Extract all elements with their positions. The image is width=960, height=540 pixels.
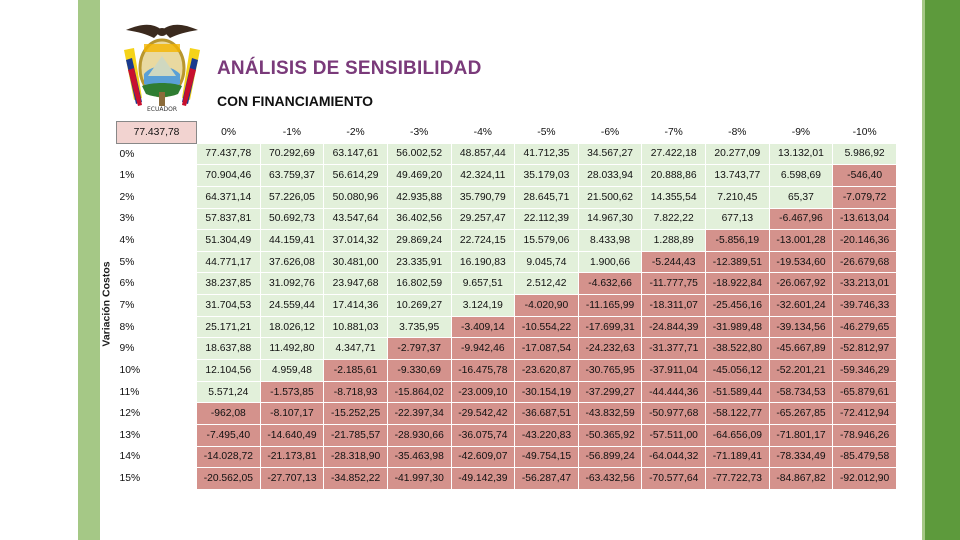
negative-value-cell: -6.467,96 [769, 208, 833, 230]
positive-value-cell: 4.347,71 [324, 338, 388, 360]
negative-value-cell: -36.687,51 [515, 403, 579, 425]
negative-value-cell: -43.220,83 [515, 424, 579, 446]
negative-value-cell: -71.801,17 [769, 424, 833, 446]
negative-value-cell: -56.899,24 [578, 446, 642, 468]
negative-value-cell: -20.146,36 [833, 230, 897, 252]
positive-value-cell: 7.210,45 [706, 186, 770, 208]
positive-value-cell: 35.790,79 [451, 186, 515, 208]
positive-value-cell: 50.080,96 [324, 186, 388, 208]
sensitivity-table-container [116, 121, 897, 490]
negative-value-cell: -28.930,66 [387, 424, 451, 446]
positive-value-cell: 34.567,27 [578, 143, 642, 165]
negative-value-cell: -50.977,68 [642, 403, 706, 425]
positive-value-cell: 21.500,62 [578, 186, 642, 208]
negative-value-cell: -32.601,24 [769, 295, 833, 317]
negative-value-cell: -27.707,13 [260, 468, 324, 490]
positive-value-cell: 37.014,32 [324, 230, 388, 252]
positive-value-cell: 22.112,39 [515, 208, 579, 230]
negative-value-cell: -37.911,04 [642, 360, 706, 382]
negative-value-cell: -31.989,48 [706, 316, 770, 338]
positive-value-cell: 28.645,71 [515, 186, 579, 208]
table-row [117, 251, 897, 273]
positive-value-cell: 57.837,81 [197, 208, 261, 230]
negative-value-cell: -44.444,36 [642, 381, 706, 403]
column-header: -1% [260, 122, 324, 144]
negative-value-cell: -84.867,82 [769, 468, 833, 490]
negative-value-cell: -13.613,04 [833, 208, 897, 230]
positive-value-cell: 77.437,78 [197, 143, 261, 165]
negative-value-cell: -14.028,72 [197, 446, 261, 468]
positive-value-cell: 48.857,44 [451, 143, 515, 165]
negative-value-cell: -38.522,80 [706, 338, 770, 360]
negative-value-cell: -8.718,93 [324, 381, 388, 403]
table-row [117, 468, 897, 490]
positive-value-cell: 3.735,95 [387, 316, 451, 338]
negative-value-cell: -34.852,22 [324, 468, 388, 490]
positive-value-cell: 63.759,37 [260, 165, 324, 187]
negative-value-cell: -58.122,77 [706, 403, 770, 425]
positive-value-cell: 16.802,59 [387, 273, 451, 295]
negative-value-cell: -4.020,90 [515, 295, 579, 317]
column-header: -5% [515, 122, 579, 144]
positive-value-cell: 11.492,80 [260, 338, 324, 360]
positive-value-cell: 65,37 [769, 186, 833, 208]
negative-value-cell: -29.542,42 [451, 403, 515, 425]
row-header: 10% [117, 360, 197, 382]
row-header: 8% [117, 316, 197, 338]
negative-value-cell: -30.154,19 [515, 381, 579, 403]
table-row [117, 208, 897, 230]
y-axis-label-container [100, 117, 114, 490]
positive-value-cell: 38.237,85 [197, 273, 261, 295]
negative-value-cell: -14.640,49 [260, 424, 324, 446]
column-header: -6% [578, 122, 642, 144]
negative-value-cell: -2.797,37 [387, 338, 451, 360]
positive-value-cell: 8.433,98 [578, 230, 642, 252]
page-title: ANÁLISIS DE SENSIBILIDAD [217, 58, 482, 79]
right-light-stripe [922, 0, 925, 540]
positive-value-cell: 4.959,48 [260, 360, 324, 382]
table-row [117, 143, 897, 165]
negative-value-cell: -39.746,33 [833, 295, 897, 317]
negative-value-cell: -11.165,99 [578, 295, 642, 317]
negative-value-cell: -15.252,25 [324, 403, 388, 425]
positive-value-cell: 36.402,56 [387, 208, 451, 230]
positive-value-cell: 9.657,51 [451, 273, 515, 295]
negative-value-cell: -9.330,69 [387, 360, 451, 382]
negative-value-cell: -11.777,75 [642, 273, 706, 295]
table-row [117, 295, 897, 317]
negative-value-cell: -42.609,07 [451, 446, 515, 468]
positive-value-cell: 57.226,05 [260, 186, 324, 208]
positive-value-cell: 677,13 [706, 208, 770, 230]
positive-value-cell: 25.171,21 [197, 316, 261, 338]
positive-value-cell: 22.724,15 [451, 230, 515, 252]
positive-value-cell: 5.571,24 [197, 381, 261, 403]
negative-value-cell: -24.232,63 [578, 338, 642, 360]
table-row [117, 338, 897, 360]
positive-value-cell: 44.159,41 [260, 230, 324, 252]
negative-value-cell: -37.299,27 [578, 381, 642, 403]
sensitivity-table [116, 121, 897, 490]
positive-value-cell: 35.179,03 [515, 165, 579, 187]
row-header: 0% [117, 143, 197, 165]
row-header: 14% [117, 446, 197, 468]
positive-value-cell: 23.947,68 [324, 273, 388, 295]
positive-value-cell: 15.579,06 [515, 230, 579, 252]
negative-value-cell: -57.511,00 [642, 424, 706, 446]
negative-value-cell: -52.201,21 [769, 360, 833, 382]
row-header: 7% [117, 295, 197, 317]
negative-value-cell: -70.577,64 [642, 468, 706, 490]
positive-value-cell: 3.124,19 [451, 295, 515, 317]
negative-value-cell: -31.377,71 [642, 338, 706, 360]
negative-value-cell: -962,08 [197, 403, 261, 425]
negative-value-cell: -30.765,95 [578, 360, 642, 382]
positive-value-cell: 5.986,92 [833, 143, 897, 165]
table-row [117, 446, 897, 468]
positive-value-cell: 31.092,76 [260, 273, 324, 295]
negative-value-cell: -1.573,85 [260, 381, 324, 403]
row-header: 3% [117, 208, 197, 230]
page-subtitle: CON FINANCIAMIENTO [217, 93, 374, 109]
positive-value-cell: 12.104,56 [197, 360, 261, 382]
row-header: 9% [117, 338, 197, 360]
positive-value-cell: 1.900,66 [578, 251, 642, 273]
positive-value-cell: 18.637,88 [197, 338, 261, 360]
positive-value-cell: 37.626,08 [260, 251, 324, 273]
negative-value-cell: -23.620,87 [515, 360, 579, 382]
negative-value-cell: -85.479,58 [833, 446, 897, 468]
column-header: 0% [197, 122, 261, 144]
negative-value-cell: -39.134,56 [769, 316, 833, 338]
positive-value-cell: 28.033,94 [578, 165, 642, 187]
negative-value-cell: -18.311,07 [642, 295, 706, 317]
negative-value-cell: -46.279,65 [833, 316, 897, 338]
negative-value-cell: -17.699,31 [578, 316, 642, 338]
positive-value-cell: 20.277,09 [706, 143, 770, 165]
positive-value-cell: 27.422,18 [642, 143, 706, 165]
positive-value-cell: 2.512,42 [515, 273, 579, 295]
negative-value-cell: -22.397,34 [387, 403, 451, 425]
negative-value-cell: -77.722,73 [706, 468, 770, 490]
negative-value-cell: -24.844,39 [642, 316, 706, 338]
row-header: 11% [117, 381, 197, 403]
positive-value-cell: 70.292,69 [260, 143, 324, 165]
row-header: 4% [117, 230, 197, 252]
negative-value-cell: -59.346,29 [833, 360, 897, 382]
row-header: 1% [117, 165, 197, 187]
negative-value-cell: -8.107,17 [260, 403, 324, 425]
ecuador-coat-of-arms-logo [112, 20, 212, 112]
positive-value-cell: 29.869,24 [387, 230, 451, 252]
row-header: 2% [117, 186, 197, 208]
positive-value-cell: 70.904,46 [197, 165, 261, 187]
negative-value-cell: -23.009,10 [451, 381, 515, 403]
row-header: 12% [117, 403, 197, 425]
negative-value-cell: -63.432,56 [578, 468, 642, 490]
negative-value-cell: -21.173,81 [260, 446, 324, 468]
negative-value-cell: -28.318,90 [324, 446, 388, 468]
negative-value-cell: -10.554,22 [515, 316, 579, 338]
positive-value-cell: 44.771,17 [197, 251, 261, 273]
negative-value-cell: -5.244,43 [642, 251, 706, 273]
header-row [117, 122, 897, 144]
negative-value-cell: -52.812,97 [833, 338, 897, 360]
negative-value-cell: -50.365,92 [578, 424, 642, 446]
positive-value-cell: 43.547,64 [324, 208, 388, 230]
negative-value-cell: -7.495,40 [197, 424, 261, 446]
column-header: -3% [387, 122, 451, 144]
negative-value-cell: -41.997,30 [387, 468, 451, 490]
positive-value-cell: 49.469,20 [387, 165, 451, 187]
negative-value-cell: -45.056,12 [706, 360, 770, 382]
positive-value-cell: 29.257,47 [451, 208, 515, 230]
negative-value-cell: -92.012,90 [833, 468, 897, 490]
positive-value-cell: 41.712,35 [515, 143, 579, 165]
right-green-bar [925, 0, 960, 540]
positive-value-cell: 1.288,89 [642, 230, 706, 252]
column-header: -7% [642, 122, 706, 144]
table-row [117, 273, 897, 295]
column-header: -10% [833, 122, 897, 144]
positive-value-cell: 18.026,12 [260, 316, 324, 338]
positive-value-cell: 16.190,83 [451, 251, 515, 273]
positive-value-cell: 9.045,74 [515, 251, 579, 273]
table-row [117, 424, 897, 446]
table-row [117, 360, 897, 382]
negative-value-cell: -18.922,84 [706, 273, 770, 295]
negative-value-cell: -33.213,01 [833, 273, 897, 295]
positive-value-cell: 10.269,27 [387, 295, 451, 317]
negative-value-cell: -546,40 [833, 165, 897, 187]
negative-value-cell: -58.734,53 [769, 381, 833, 403]
negative-value-cell: -2.185,61 [324, 360, 388, 382]
positive-value-cell: 10.881,03 [324, 316, 388, 338]
negative-value-cell: -43.832,59 [578, 403, 642, 425]
negative-value-cell: -21.785,57 [324, 424, 388, 446]
negative-value-cell: -26.679,68 [833, 251, 897, 273]
negative-value-cell: -72.412,94 [833, 403, 897, 425]
negative-value-cell: -17.087,54 [515, 338, 579, 360]
negative-value-cell: -35.463,98 [387, 446, 451, 468]
negative-value-cell: -20.562,05 [197, 468, 261, 490]
y-axis-label: Variación Costos [101, 260, 114, 347]
negative-value-cell: -5.856,19 [706, 230, 770, 252]
negative-value-cell: -45.667,89 [769, 338, 833, 360]
negative-value-cell: -4.632,66 [578, 273, 642, 295]
negative-value-cell: -78.946,26 [833, 424, 897, 446]
negative-value-cell: -56.287,47 [515, 468, 579, 490]
negative-value-cell: -64.656,09 [706, 424, 770, 446]
table-row [117, 316, 897, 338]
positive-value-cell: 6.598,69 [769, 165, 833, 187]
column-header: -9% [769, 122, 833, 144]
table-row [117, 186, 897, 208]
table-row [117, 230, 897, 252]
negative-value-cell: -51.589,44 [706, 381, 770, 403]
positive-value-cell: 42.324,11 [451, 165, 515, 187]
left-green-stripe [78, 0, 100, 540]
positive-value-cell: 24.559,44 [260, 295, 324, 317]
positive-value-cell: 56.614,29 [324, 165, 388, 187]
positive-value-cell: 50.692,73 [260, 208, 324, 230]
negative-value-cell: -65.879,61 [833, 381, 897, 403]
positive-value-cell: 42.935,88 [387, 186, 451, 208]
row-header: 13% [117, 424, 197, 446]
table-row [117, 165, 897, 187]
row-header: 5% [117, 251, 197, 273]
positive-value-cell: 30.481,00 [324, 251, 388, 273]
left-margin [0, 0, 78, 540]
positive-value-cell: 51.304,49 [197, 230, 261, 252]
positive-value-cell: 23.335,91 [387, 251, 451, 273]
negative-value-cell: -25.456,16 [706, 295, 770, 317]
negative-value-cell: -78.334,49 [769, 446, 833, 468]
positive-value-cell: 14.355,54 [642, 186, 706, 208]
negative-value-cell: -19.534,60 [769, 251, 833, 273]
negative-value-cell: -36.075,74 [451, 424, 515, 446]
positive-value-cell: 17.414,36 [324, 295, 388, 317]
positive-value-cell: 14.967,30 [578, 208, 642, 230]
positive-value-cell: 31.704,53 [197, 295, 261, 317]
table-row [117, 381, 897, 403]
negative-value-cell: -49.754,15 [515, 446, 579, 468]
logo-caption: ECUADOR [147, 106, 177, 112]
row-header: 6% [117, 273, 197, 295]
positive-value-cell: 63.147,61 [324, 143, 388, 165]
negative-value-cell: -26.067,92 [769, 273, 833, 295]
row-header: 15% [117, 468, 197, 490]
corner-cell: 77.437,78 [117, 122, 197, 144]
positive-value-cell: 13.132,01 [769, 143, 833, 165]
negative-value-cell: -15.864,02 [387, 381, 451, 403]
negative-value-cell: -9.942,46 [451, 338, 515, 360]
column-header: -8% [706, 122, 770, 144]
positive-value-cell: 64.371,14 [197, 186, 261, 208]
negative-value-cell: -64.044,32 [642, 446, 706, 468]
negative-value-cell: -13.001,28 [769, 230, 833, 252]
column-header: -4% [451, 122, 515, 144]
negative-value-cell: -71.189,41 [706, 446, 770, 468]
negative-value-cell: -12.389,51 [706, 251, 770, 273]
negative-value-cell: -65.267,85 [769, 403, 833, 425]
negative-value-cell: -3.409,14 [451, 316, 515, 338]
positive-value-cell: 13.743,77 [706, 165, 770, 187]
positive-value-cell: 56.002,52 [387, 143, 451, 165]
table-row [117, 403, 897, 425]
positive-value-cell: 7.822,22 [642, 208, 706, 230]
column-header: -2% [324, 122, 388, 144]
negative-value-cell: -49.142,39 [451, 468, 515, 490]
negative-value-cell: -16.475,78 [451, 360, 515, 382]
negative-value-cell: -7.079,72 [833, 186, 897, 208]
positive-value-cell: 20.888,86 [642, 165, 706, 187]
